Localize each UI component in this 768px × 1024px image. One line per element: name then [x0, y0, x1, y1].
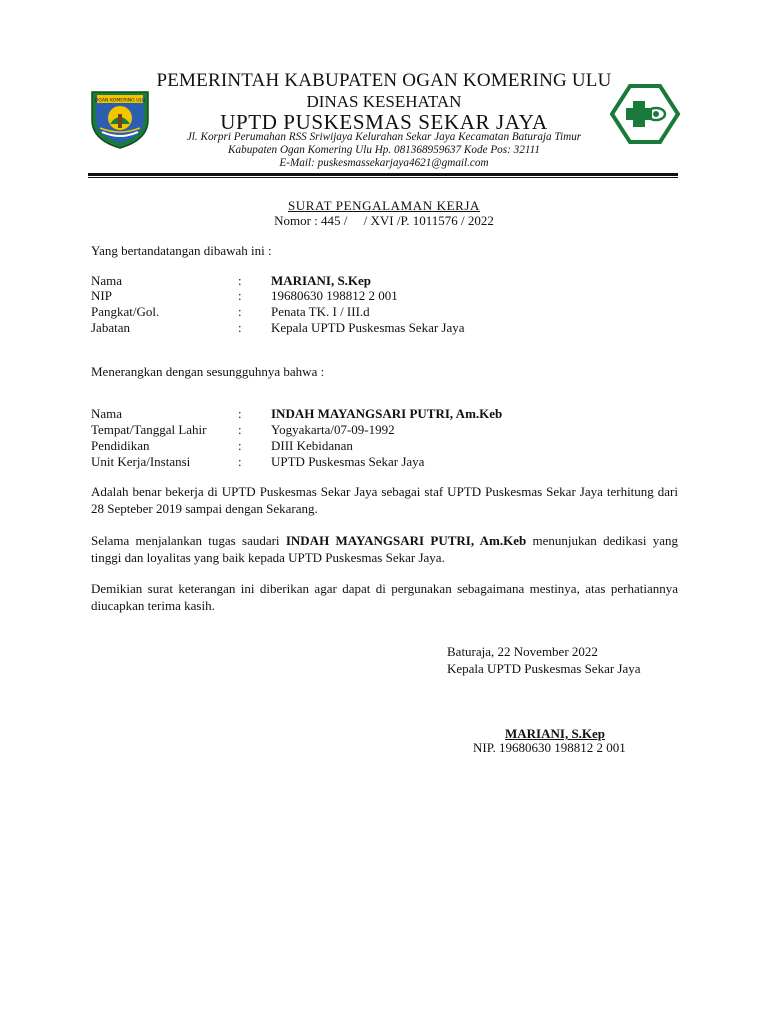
statement-text: Menerangkan dengan sesungguhnya bahwa : [91, 364, 325, 379]
paragraph-closing: Demikian surat keterangan ini diberikan agar dapat di pergunakan sebagaimana mestinya, atas perhatiannya diucapkan terima kasih. [91, 581, 678, 613]
header-address-line2: Kabupaten Ogan Komering Ulu Hp. 081368959637 Kode Pos: 32111 [228, 144, 540, 156]
intro-text: Yang bertandatangan dibawah ini : [91, 243, 272, 258]
document-page: OGAN KOMERING ULU PEMERINTAH KABUPATEN OGAN KOMERING ULU DINAS KESEHATAN UPTD PUSKESMAS SEKAR JAYA Jl. Korpri Perumahan RSS Sriwijaya Kelurahan Sekar Jaya Kecamatan Baturaja Timur Kabupaten Ogan Komering Ulu Hp. 081368959637 Kode Pos: 32111 E-Mail: puskesmassekarjaya4621@gmail.com SURAT PENGALAMAN KERJA Nomor : 445 / / XVI /P. 1011576 / 2022 Yang bertandatangan dibawah ini : Nama : MARIANI, S.Kep NIP : 19680630 198812 2 001 Pangkat/Gol. : Penata TK. I / III.d Jabatan : Kepala UPTD Puskesmas Sekar Jaya Menerangkan dengan sesungguhnya bahwa : Nama : INDAH MAYANGSARI PUTRI, Am.Keb Tempat/Tanggal Lahir : Yogyakarta/07-09-1992 Pendidikan : DIII Kebidanan Unit Kerja/Instansi : UPTD Puskesmas Sekar Jaya Adalah benar bekerja di UPTD Puskesmas Sekar Jaya sebagai staf UPTD Puskesmas Sekar Jaya terhitung dari 28 Septeber 2019 sampai dengan Sekarang. Selama menjalankan tugas saudari INDAH MAYANGSARI PUTRI, Am.Keb menunjukan dedikasi yang tinggi dan loyalitas yang baik kepada UPTD Puskesmas Sekar Jaya. Demikian surat keterangan ini diberikan agar dapat di pergunakan sebagaimana mestinya, atas perhatiannya diucapkan terima kasih. Baturaja, 22 November 2022 Kepala UPTD Puskesmas Sekar Jaya MARIANI, S.Kep NIP. 19680630 198812 2 001 [0, 0, 768, 1024]
header-institution: UPTD PUSKESMAS SEKAR JAYA [220, 110, 548, 134]
signature-position: Kepala UPTD Puskesmas Sekar Jaya [447, 661, 641, 676]
header-government: PEMERINTAH KABUPATEN OGAN KOMERING ULU [156, 70, 612, 91]
document-number: Nomor : 445 / / XVI /P. 1011576 / 2022 [274, 213, 494, 228]
header-divider-thin [88, 177, 678, 178]
signature-place-date: Baturaja, 22 November 2022 [447, 644, 598, 659]
svg-text:OGAN KOMERING ULU: OGAN KOMERING ULU [94, 98, 146, 104]
header-address-line1: Jl. Korpri Perumahan RSS Sriwijaya Kelurahan Sekar Jaya Kecamatan Baturaja Timur [186, 131, 582, 143]
header-department: DINAS KESEHATAN [306, 92, 462, 111]
paragraph-employment: Adalah benar bekerja di UPTD Puskesmas Sekar Jaya sebagai staf UPTD Puskesmas Sekar Jaya terhitung dari 28 Septeber 2019 sampai dengan Sekarang. [91, 484, 678, 516]
signature-nip: NIP. 19680630 198812 2 001 [473, 740, 626, 755]
document-title: SURAT PENGALAMAN KERJA [287, 198, 481, 213]
paragraph-dedication: Selama menjalankan tugas saudari INDAH MAYANGSARI PUTRI, Am.Keb menunjukan dedikasi yang tinggi dan loyalitas yang baik kepada UPTD Puskesmas Sekar Jaya. [91, 533, 678, 565]
header-divider-thick [88, 173, 678, 176]
signature-name: MARIANI, S.Kep [505, 726, 606, 741]
header-email: E-Mail: puskesmassekarjaya4621@gmail.com [279, 157, 489, 169]
